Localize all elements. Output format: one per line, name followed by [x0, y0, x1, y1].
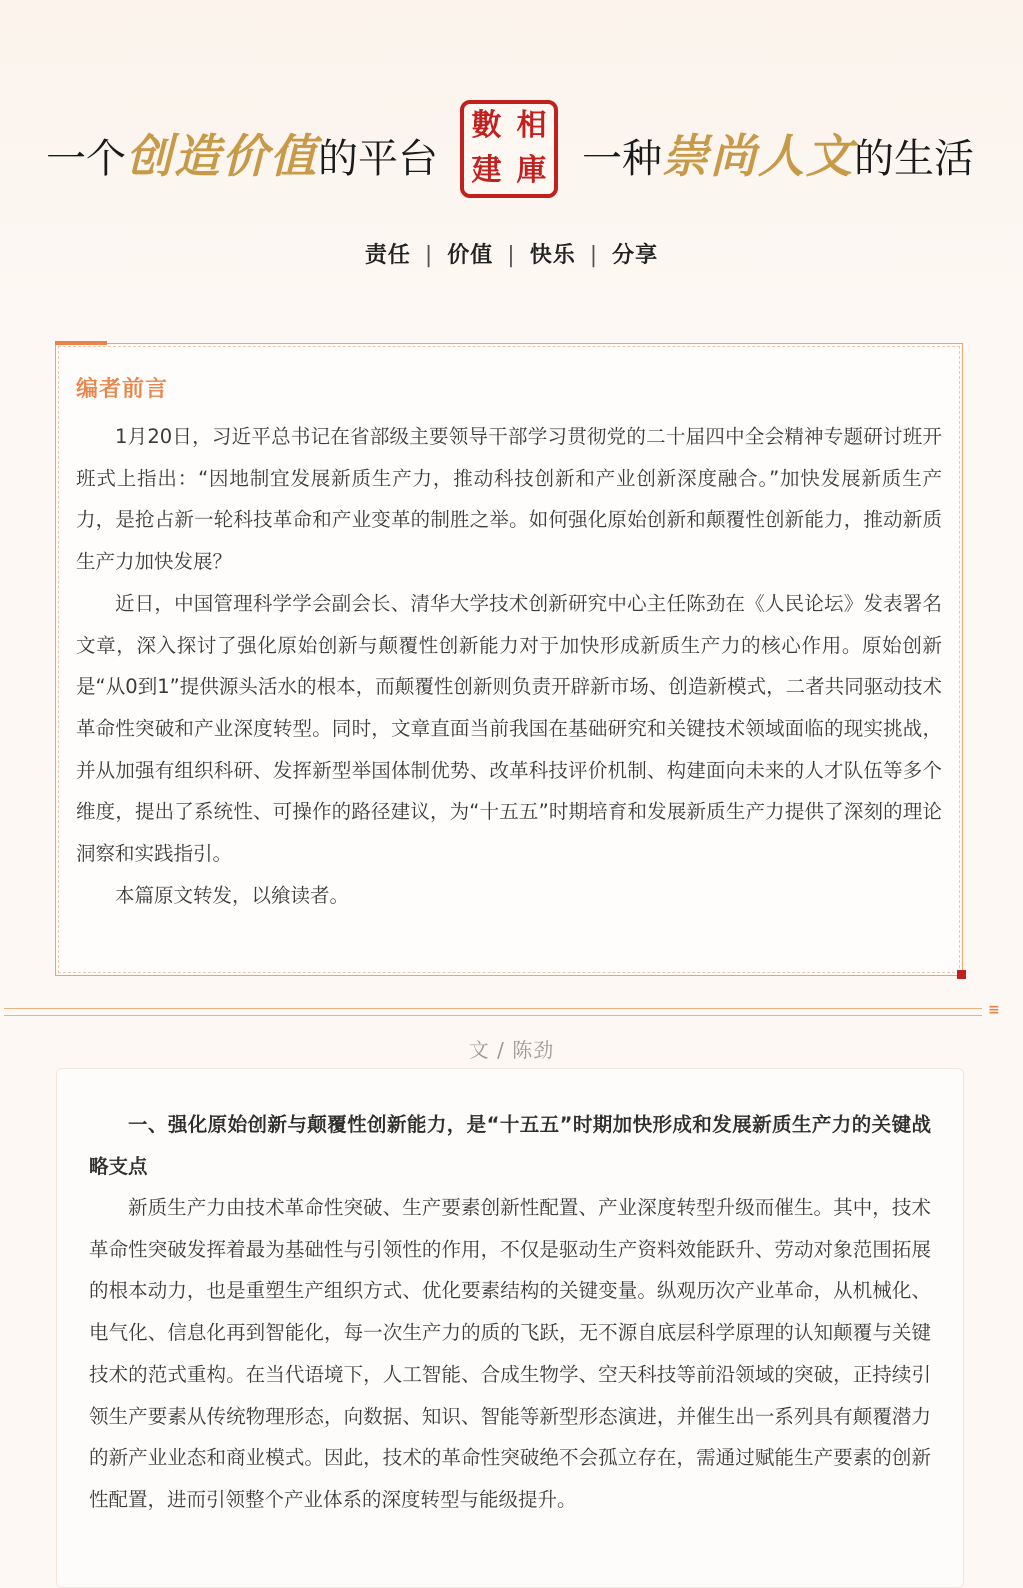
motto-separator: | — [589, 243, 599, 268]
preface-heading: 编者前言 — [76, 377, 169, 402]
slogan-left — [46, 128, 438, 187]
motto-item: 分享 — [612, 243, 659, 268]
slogan-right — [582, 128, 974, 187]
section-divider — [4, 1008, 982, 1016]
motto-line — [0, 238, 1023, 269]
preface-body — [76, 416, 942, 916]
seal-char: 相 — [516, 108, 547, 143]
motto-separator: | — [507, 243, 516, 268]
article-card — [56, 1068, 964, 1588]
slogan-left-pre: 一个 — [46, 136, 126, 182]
preface-paragraph: 本篇原文转发，以飨读者。 — [115, 883, 350, 907]
seal-char: 數 — [471, 108, 502, 143]
preface-corner-mark — [957, 970, 966, 979]
slogan-right-pre: 一种 — [582, 136, 662, 182]
motto-item: 责任 — [364, 243, 411, 268]
author-byline: 文 / 陈劲 — [468, 1038, 555, 1062]
slogan-right-calligraphy: 崇尚人文 — [662, 129, 854, 183]
seal-logo-icon — [460, 100, 558, 198]
seal-char: 庫 — [516, 153, 547, 188]
section-heading: 一、强化原始创新与颠覆性创新能力，是“十五五”时期加快形成和发展新质生产力的关键战略支点 — [89, 1113, 931, 1178]
preface-paragraph: 近日，中国管理科学学会副会长、清华大学技术创新研究中心主任陈劲在《人民论坛》发表署名文章，深入探讨了强化原始创新与颠覆性创新能力对于加快形成新质生产力的核心作用。原始创新是“从0到1”提供源头活水的根本，而颠覆性创新则负责开辟新市场、创造新模式，二者共同驱动技术革命性突破和产业深度转型。同时，文章直面当前我国在基础研究和关键技术领域面临的现实挑战，并从加强有组织科研、发挥新型举国体制优势、改革科技评价机制、构建面向未来的人才队伍等多个维度，提出了系统性、可操作的路径建议，为“十五五”时期培育和发展新质生产力提供了深刻的理论洞察和实践指引。 — [76, 591, 942, 866]
motto-item: 价值 — [447, 243, 494, 268]
seal-char: 建 — [471, 153, 502, 188]
preface-paragraph: 1月20日，习近平总书记在省部级主要领导干部学习贯彻党的二十届四中全会精神专题研讨班开班式上指出：“因地制宜发展新质生产力，推动科技创新和产业创新深度融合。”加快发展新质生产力，是抢占新一轮科技革命和产业变革的制胜之举。如何强化原始创新和颠覆性创新能力，推动新质生产力加快发展？ — [76, 425, 942, 574]
preface-accent-bar — [55, 341, 107, 345]
slogan-right-post: 的生活 — [854, 136, 974, 182]
slogan-left-post: 的平台 — [318, 136, 438, 182]
header-banner — [0, 0, 1023, 310]
motto-item: 快乐 — [529, 243, 576, 268]
motto-separator: | — [424, 243, 434, 268]
menu-lines-icon: ≡ — [988, 1002, 1000, 1018]
editor-preface-box — [55, 343, 963, 976]
slogan-left-calligraphy: 创造价值 — [126, 129, 318, 183]
article-paragraph: 新质生产力由技术革命性突破、生产要素创新性配置、产业深度转型升级而催生。其中，技术革命性突破发挥着最为基础性与引领性的作用，不仅是驱动生产资料效能跃升、劳动对象范围拓展的根本动力，也是重塑生产组织方式、优化要素结构的关键变量。纵观历次产业革命，从机械化、电气化、信息化再到智能化，每一次生产力的质的飞跃，无不源自底层科学原理的认知颠覆与关键技术的范式重构。在当代语境下，人工智能、合成生物学、空天科技等前沿领域的突破，正持续引领生产要素从传统物理形态，向数据、知识、智能等新型形态演进，并催生出一系列具有颠覆潜力的新产业业态和商业模式。因此，技术的革命性突破绝不会孤立存在，需通过赋能生产要素的创新性配置，进而引领整个产业体系的深度转型与能级提升。 — [89, 1196, 931, 1511]
